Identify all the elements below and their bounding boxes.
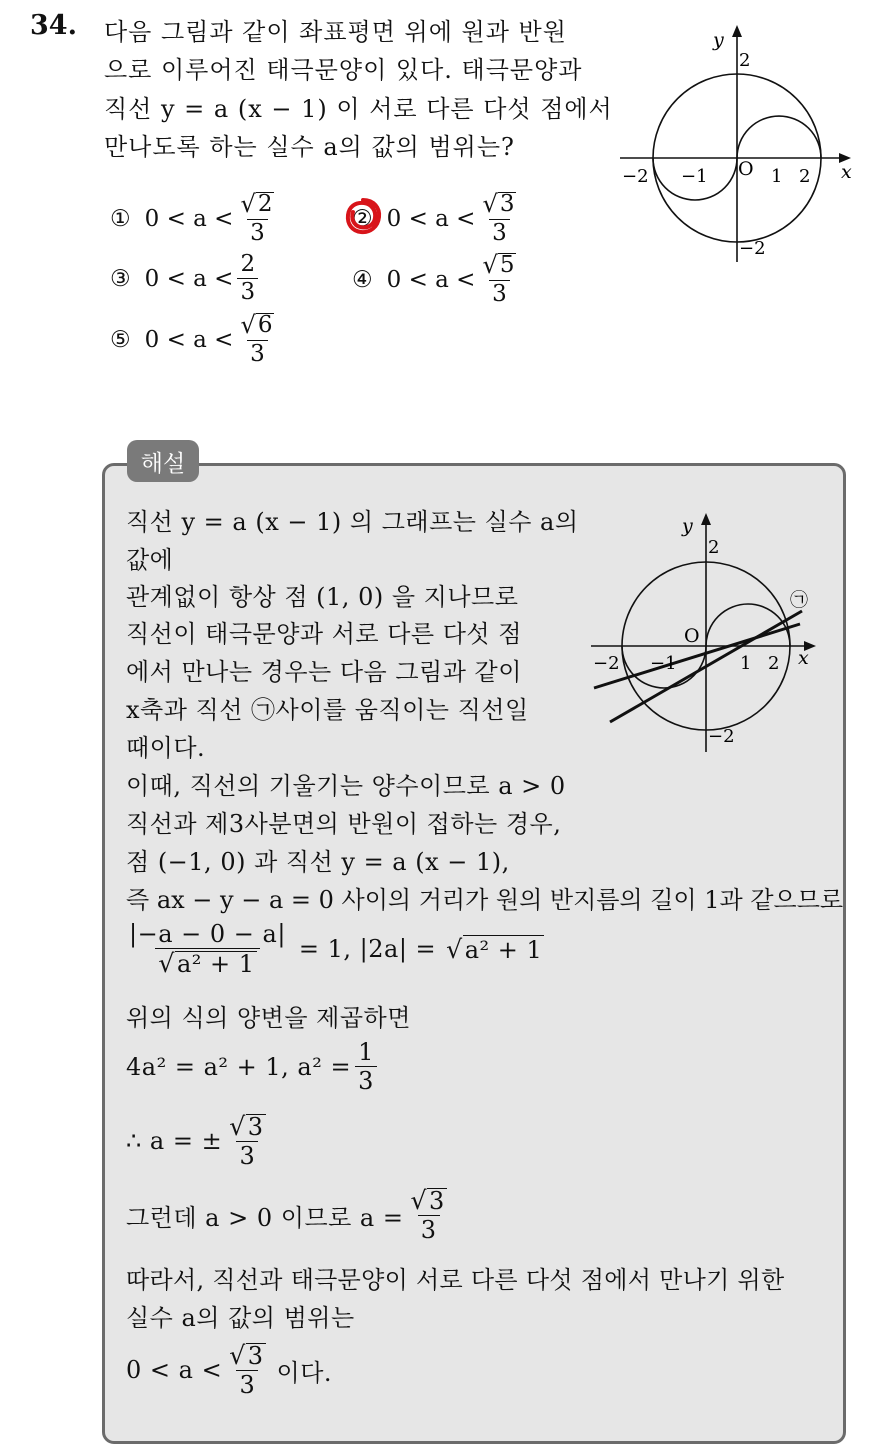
y-tick-label: 2 [739,50,751,71]
denominator: 3 [237,278,258,304]
choice-fraction [237,253,258,304]
x-tick-label: −1 [681,166,708,187]
x-tick-label: 1 [740,653,752,674]
solution-line-1: 직선 y = a (x − 1) 의 그래프는 실수 a의 [126,508,579,536]
denominator: 3 [236,1141,258,1168]
choice-5[interactable] [110,313,281,366]
conclusion-line-2: 실수 a의 값의 범위는 [126,1304,355,1332]
choice-inequality: 0 < a < [144,326,234,353]
solution-line-4: 직선이 태극문양과 서로 다른 다섯 점 [126,620,522,648]
taegeuk-figure [615,22,855,267]
choice-fraction: √ 2 3 [240,190,273,246]
conclusion-line-1: 따라서, 직선과 태극문양이 서로 다른 다섯 점에서 만나기 위한 [126,1266,785,1294]
choice-inequality: 0 < a < [144,265,234,292]
choice-3[interactable] [110,253,262,304]
choice-fraction: √ 5 3 [482,251,515,307]
denominator: 3 [418,1215,440,1242]
solution-line-6: x축과 직선 ㉠사이를 움직이는 직선일 [126,696,529,724]
choice-1[interactable] [110,192,281,245]
equation-square [126,1040,381,1093]
choice-number: ① [110,205,131,232]
numerator: 3 [247,1113,264,1142]
y-tick-label: 2 [708,537,720,558]
denominator: 3 [355,1066,377,1093]
solution-line-square: 위의 식의 양변을 제곱하면 [126,1004,411,1032]
x-axis-label: x [841,161,852,183]
denominator: 3 [489,280,510,306]
x-tick-label: 1 [771,166,783,187]
answer-mark-circle [343,196,383,236]
solution-line-7: 때이다. [126,734,206,762]
solution-line-3: 관계없이 항상 점 (1, 0) 을 지나므로 [126,583,519,611]
denominator: a² + 1 [176,950,255,979]
solution-line-5: 에서 만나는 경우는 다음 그림과 같이 [126,658,522,686]
choice-fraction: √ 3 3 [482,190,515,246]
numerator: 1 [358,1038,374,1066]
denominator: 3 [247,340,268,366]
y-tick-label: −2 [708,726,735,747]
equation-text: 4a² = a² + 1, a² = [126,1052,352,1081]
numerator: |−a − 0 − a| [129,920,286,948]
denominator: 3 [489,219,510,245]
choice-number: ④ [352,266,373,293]
equation-distance: |−a − 0 − a| √ a² + 1 = 1, |2a| = √ a² + 1 [126,922,544,976]
numerator: 3 [247,1342,264,1371]
equation-rest: = 1, |2a| = [298,935,437,964]
numerator: 3 [499,191,515,218]
question-line-4: 만나도록 하는 실수 a의 값의 범위는? [104,133,515,161]
solution-figure [588,508,828,753]
solution-line-9: 직선과 제3사분면의 반원이 접하는 경우, [126,810,562,838]
y-axis-label: y [682,515,693,537]
numerator: 6 [257,312,273,339]
question-line-2: 으로 이루어진 태극문양이 있다. 태극문양과 [104,56,583,84]
equation-a-value: ∴ a = ± √ 3 3 [126,1112,264,1171]
equation-positive: 그런데 a > 0 이므로 a = √ 3 3 [126,1186,445,1245]
numerator: 2 [257,191,273,218]
x-axis-label: x [798,647,809,669]
choice-inequality: 0 < a < [144,205,234,232]
choice-inequality: 0 < a < [386,205,476,232]
choice-number: ③ [110,265,131,292]
solution-line-11: 즉 ax − y − a = 0 사이의 거리가 원의 반지름의 길이 1과 같으므로 [126,886,844,914]
x-tick-label: −2 [593,653,620,674]
choice-4[interactable] [352,253,523,306]
denominator: 3 [247,219,268,245]
equation-text: ∴ a = ± [126,1127,223,1156]
final-suffix: 이다. [276,1358,333,1387]
question-number: 34. [30,10,77,41]
x-tick-label: 2 [768,653,780,674]
solution-tag: 해설 [127,440,199,482]
line-marker-label: ㉠ [790,590,808,611]
x-tick-label: −1 [650,653,677,674]
choice-number: ② [352,205,373,232]
question-line-3: 직선 y = a (x − 1) 이 서로 다른 다섯 점에서 [104,95,613,123]
y-tick-label: −2 [739,238,766,259]
solution-line-8: 이때, 직선의 기울기는 양수이므로 a > 0 [126,772,566,800]
x-tick-label: −2 [622,166,649,187]
choice-fraction: √ 6 3 [240,311,273,367]
x-tick-label: 2 [799,166,811,187]
choice-number: ⑤ [110,326,131,353]
final-inequality: 0 < a < [126,1356,223,1385]
choice-inequality: 0 < a < [386,266,476,293]
equation-rhs: a² + 1 [464,935,543,964]
origin-label: O [738,158,754,180]
equation-text: 그런데 a > 0 이므로 a = [126,1203,404,1232]
origin-label: O [684,625,700,647]
solution-line-2: 값에 [126,546,174,574]
solution-line-10: 점 (−1, 0) 과 직선 y = a (x − 1), [126,848,510,876]
final-answer: 0 < a < √ 3 3 이다. [126,1341,333,1400]
denominator: 3 [236,1370,258,1397]
numerator: 5 [499,252,515,279]
y-axis-label: y [713,29,724,51]
numerator: 2 [240,251,256,277]
question-line-1: 다음 그림과 같이 좌표평면 위에 원과 반원 [104,18,567,46]
numerator: 3 [429,1187,445,1216]
